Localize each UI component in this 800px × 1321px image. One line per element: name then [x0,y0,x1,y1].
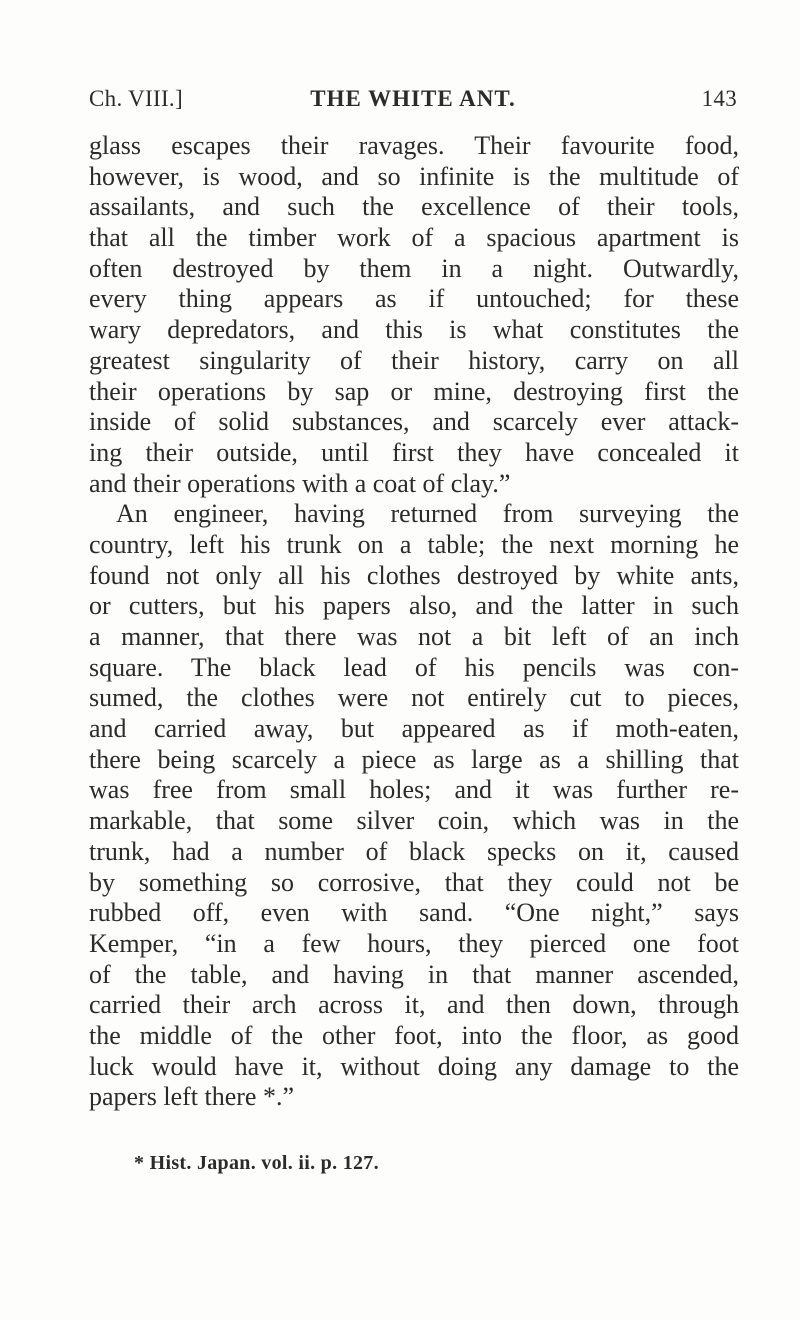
text-line: and carried away, but appeared as if moth-eaten, [89,714,739,744]
text-line: glass escapes their ravages. Their favourite food, [89,131,739,160]
text-line: and their operations with a coat of clay.” [89,468,511,498]
text-line: An engineer, having returned from surveying the [116,499,739,529]
body-text [89,131,739,1113]
text-line: carried their arch across it, and then down, through [89,990,739,1020]
text-line: rubbed off, even with sand. “One night,” says [89,898,739,928]
chapter-reference: Ch. VIII.] [89,86,183,111]
text-line: Kemper, “in a few hours, they pierced one foot [89,928,739,958]
text-line: country, left his trunk on a table; the next morning he [89,529,739,559]
text-line: of the table, and having in that manner ascended, [89,959,739,989]
text-line: found not only all his clothes destroyed by white ants, [89,560,739,590]
text-line: the middle of the other foot, into the floor, as good [89,1020,739,1050]
page-number: 143 [701,86,737,111]
text-line: inside of solid substances, and scarcely ever attack- [89,407,739,437]
text-line: was free from small holes; and it was further re- [89,775,739,805]
text-line: wary depredators, and this is what constitutes the [89,315,739,345]
text-line: however, is wood, and so infinite is the multitude of [89,161,739,191]
text-line: ing their outside, until first they have concealed it [89,437,739,467]
text-line: sumed, the clothes were not entirely cut to pieces, [89,683,739,713]
text-line: markable, that some silver coin, which was in the [89,806,739,836]
text-line: every thing appears as if untouched; for these [89,284,739,314]
text-line: a manner, that there was not a bit left of an inch [89,622,739,651]
footnote: * Hist. Japan. vol. ii. p. 127. [134,1152,379,1174]
text-line: that all the timber work of a spacious apartment is [89,223,739,253]
text-line: by something so corrosive, that they could not be [89,867,739,897]
running-head [89,86,737,116]
text-line: papers left there *.” [89,1082,295,1112]
text-line: or cutters, but his papers also, and the latter in such [89,591,739,621]
text-line: their operations by sap or mine, destroying first the [89,376,739,406]
text-line: there being scarcely a piece as large as a shilling that [89,744,739,774]
text-line: assailants, and such the excellence of their tools, [89,192,739,222]
text-line: luck would have it, without doing any damage to the [89,1051,739,1081]
running-title: THE WHITE ANT. [310,86,516,111]
text-line: trunk, had a number of black specks on it, caused [89,836,739,866]
text-line: often destroyed by them in a night. Outwardly, [89,253,739,283]
text-line: square. The black lead of his pencils was con- [89,652,739,682]
text-line: greatest singularity of their history, carry on all [89,345,739,375]
